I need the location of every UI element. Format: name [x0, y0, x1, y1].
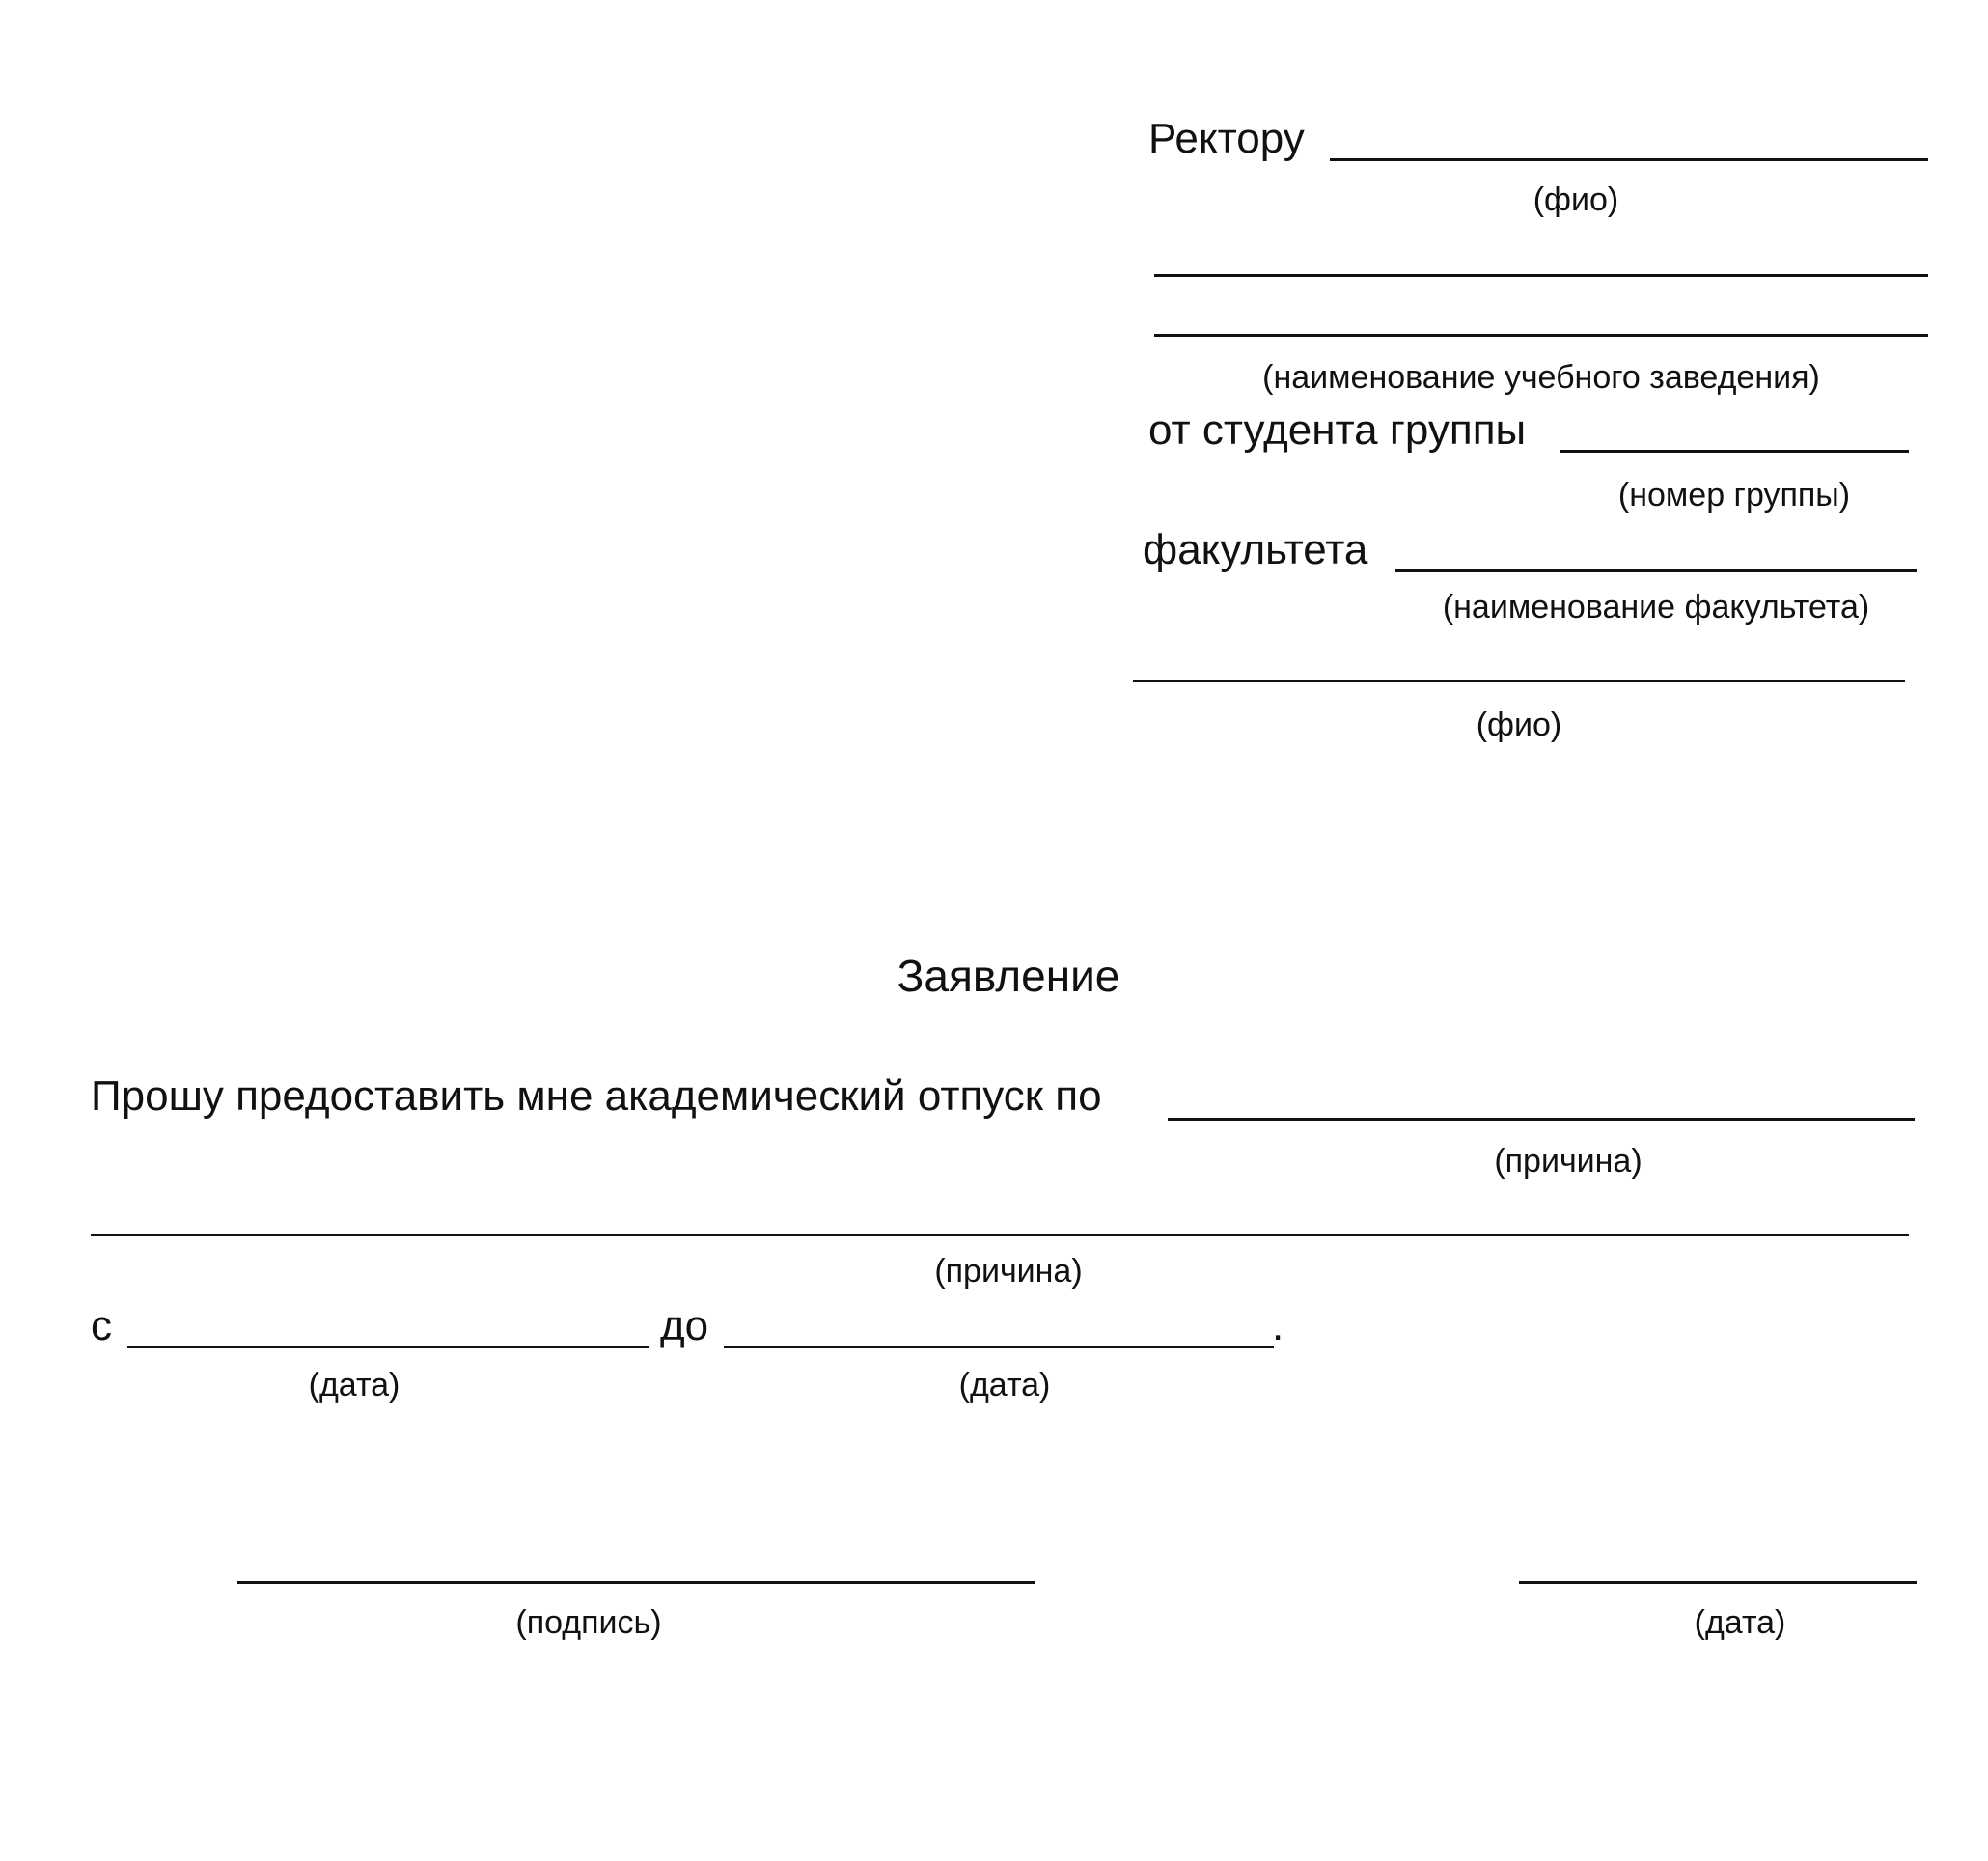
signature-line[interactable] — [237, 1581, 1035, 1584]
to-label: до — [660, 1302, 709, 1349]
reason-hint-1: (причина) — [1494, 1143, 1643, 1180]
group-label: от студента группы — [1148, 406, 1527, 454]
institution-line-1[interactable] — [1154, 274, 1928, 277]
reason-line-1[interactable] — [1168, 1118, 1915, 1121]
institution-hint: (наименование учебного заведения) — [1262, 359, 1820, 396]
student-name-hint: (фио) — [1476, 707, 1562, 743]
from-date-line[interactable] — [127, 1346, 649, 1348]
from-label: с — [91, 1302, 112, 1349]
signature-date-line[interactable] — [1519, 1581, 1917, 1584]
faculty-name-hint: (наименование факультета) — [1442, 589, 1870, 625]
group-number-hint: (номер группы) — [1617, 477, 1851, 514]
faculty-name-line[interactable] — [1395, 569, 1917, 572]
faculty-label: факультета — [1143, 526, 1368, 573]
request-text: Прошу предоставить мне академический отпуск по — [91, 1072, 1102, 1120]
to-date-hint: (дата) — [958, 1367, 1051, 1403]
student-name-line[interactable] — [1133, 680, 1905, 682]
group-number-line[interactable] — [1560, 450, 1909, 453]
to-date-line[interactable] — [724, 1346, 1274, 1348]
rector-name-hint: (фио) — [1532, 181, 1619, 218]
from-date-hint: (дата) — [308, 1367, 400, 1403]
document-title: Заявление — [897, 951, 1120, 1001]
rector-name-line[interactable] — [1330, 158, 1928, 161]
signature-hint: (подпись) — [515, 1604, 662, 1641]
reason-hint-2: (причина) — [934, 1253, 1083, 1290]
institution-line-2[interactable] — [1154, 334, 1928, 337]
period-end-dot: . — [1272, 1302, 1284, 1349]
reason-line-2[interactable] — [91, 1234, 1909, 1236]
signature-date-hint: (дата) — [1694, 1604, 1786, 1641]
rector-label: Ректору — [1148, 115, 1305, 162]
